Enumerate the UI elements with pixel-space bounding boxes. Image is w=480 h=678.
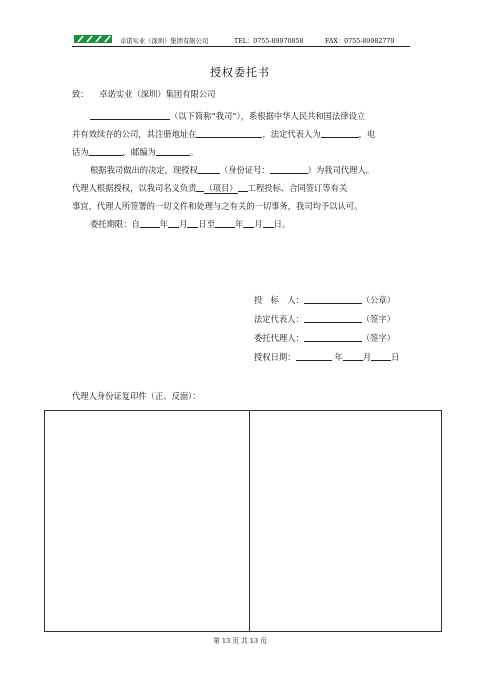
header-company: 卓诺实业（深圳）集团有限公司 [120, 38, 209, 45]
id-front-box[interactable] [44, 410, 250, 632]
end-year-blank[interactable] [215, 218, 235, 228]
legal-rep-blank[interactable] [321, 128, 359, 138]
auth-day-blank[interactable] [371, 351, 391, 361]
legal-rep-signature-blank[interactable] [304, 313, 362, 323]
paragraph-1-line-1: （以下简称“我司”），系根据中华人民共和国法律设立 [90, 110, 365, 122]
agent-signature-blank[interactable] [304, 332, 362, 342]
addressee-line [72, 88, 215, 100]
company-name-blank[interactable] [90, 110, 170, 120]
bidder-blank[interactable] [304, 294, 362, 304]
project-underline-right [238, 182, 248, 192]
header-divider [72, 46, 410, 47]
to-label: 致： [72, 89, 89, 99]
authorization-term: 委托期限：自 年 月 日至 年 月 日。 [90, 219, 291, 229]
auth-year-blank[interactable] [296, 351, 332, 361]
agent-signature-line: 委托代理人： （签字） [254, 333, 395, 343]
end-day-blank[interactable] [263, 218, 274, 228]
document-title: 授权委托书 [210, 66, 270, 79]
legal-rep-signature-line: 法定代表人： （签字） [254, 314, 395, 324]
postcode-blank[interactable] [156, 146, 190, 156]
paragraph-2-line-1: 根据我司做出的决定，现授权 （身份证号： ）为我司代理人。 [90, 165, 375, 175]
paragraph-2-line-3: 事宜，代理人所签署的一切文件和处理与之有关的一切事务，我司均予以认可。 [72, 201, 363, 211]
start-month-blank[interactable] [168, 218, 179, 228]
authorization-date-line: 授权日期： 年 月 日 [254, 352, 400, 362]
id-copy-label: 代理人身份证复印件（正、反面）： [72, 391, 201, 401]
to-company: 卓诺实业（深圳）集团有限公司 [99, 89, 216, 99]
id-back-box[interactable] [249, 410, 442, 632]
project-field[interactable]: （项目） [204, 183, 238, 193]
address-blank[interactable] [196, 128, 262, 138]
bidder-signature-line: 投 标 人： （公章） [254, 295, 395, 305]
header-fax: FAX：0755-89982779 [325, 38, 395, 45]
agent-name-blank[interactable] [198, 164, 220, 174]
company-logo [74, 34, 112, 44]
auth-month-blank[interactable] [343, 351, 363, 361]
paragraph-1-line-2: 并有效续存的公司，其注册地址在 ，法定代表人为 ，电 [72, 129, 376, 139]
header-tel: TEL：0755-89970858 [234, 38, 304, 45]
phone-blank[interactable] [89, 146, 123, 156]
paragraph-1-line-3: 话为 ，邮编为 。 [72, 147, 199, 157]
id-number-blank[interactable] [270, 164, 308, 174]
paragraph-2-line-2: 代理人根据授权，以我司名义负责 （项目） 工程投标、合同签订等有关 [72, 183, 348, 193]
start-day-blank[interactable] [187, 218, 198, 228]
page-number: 第 13 页 共 13 页 [213, 637, 267, 645]
start-year-blank[interactable] [140, 218, 160, 228]
end-month-blank[interactable] [243, 218, 254, 228]
